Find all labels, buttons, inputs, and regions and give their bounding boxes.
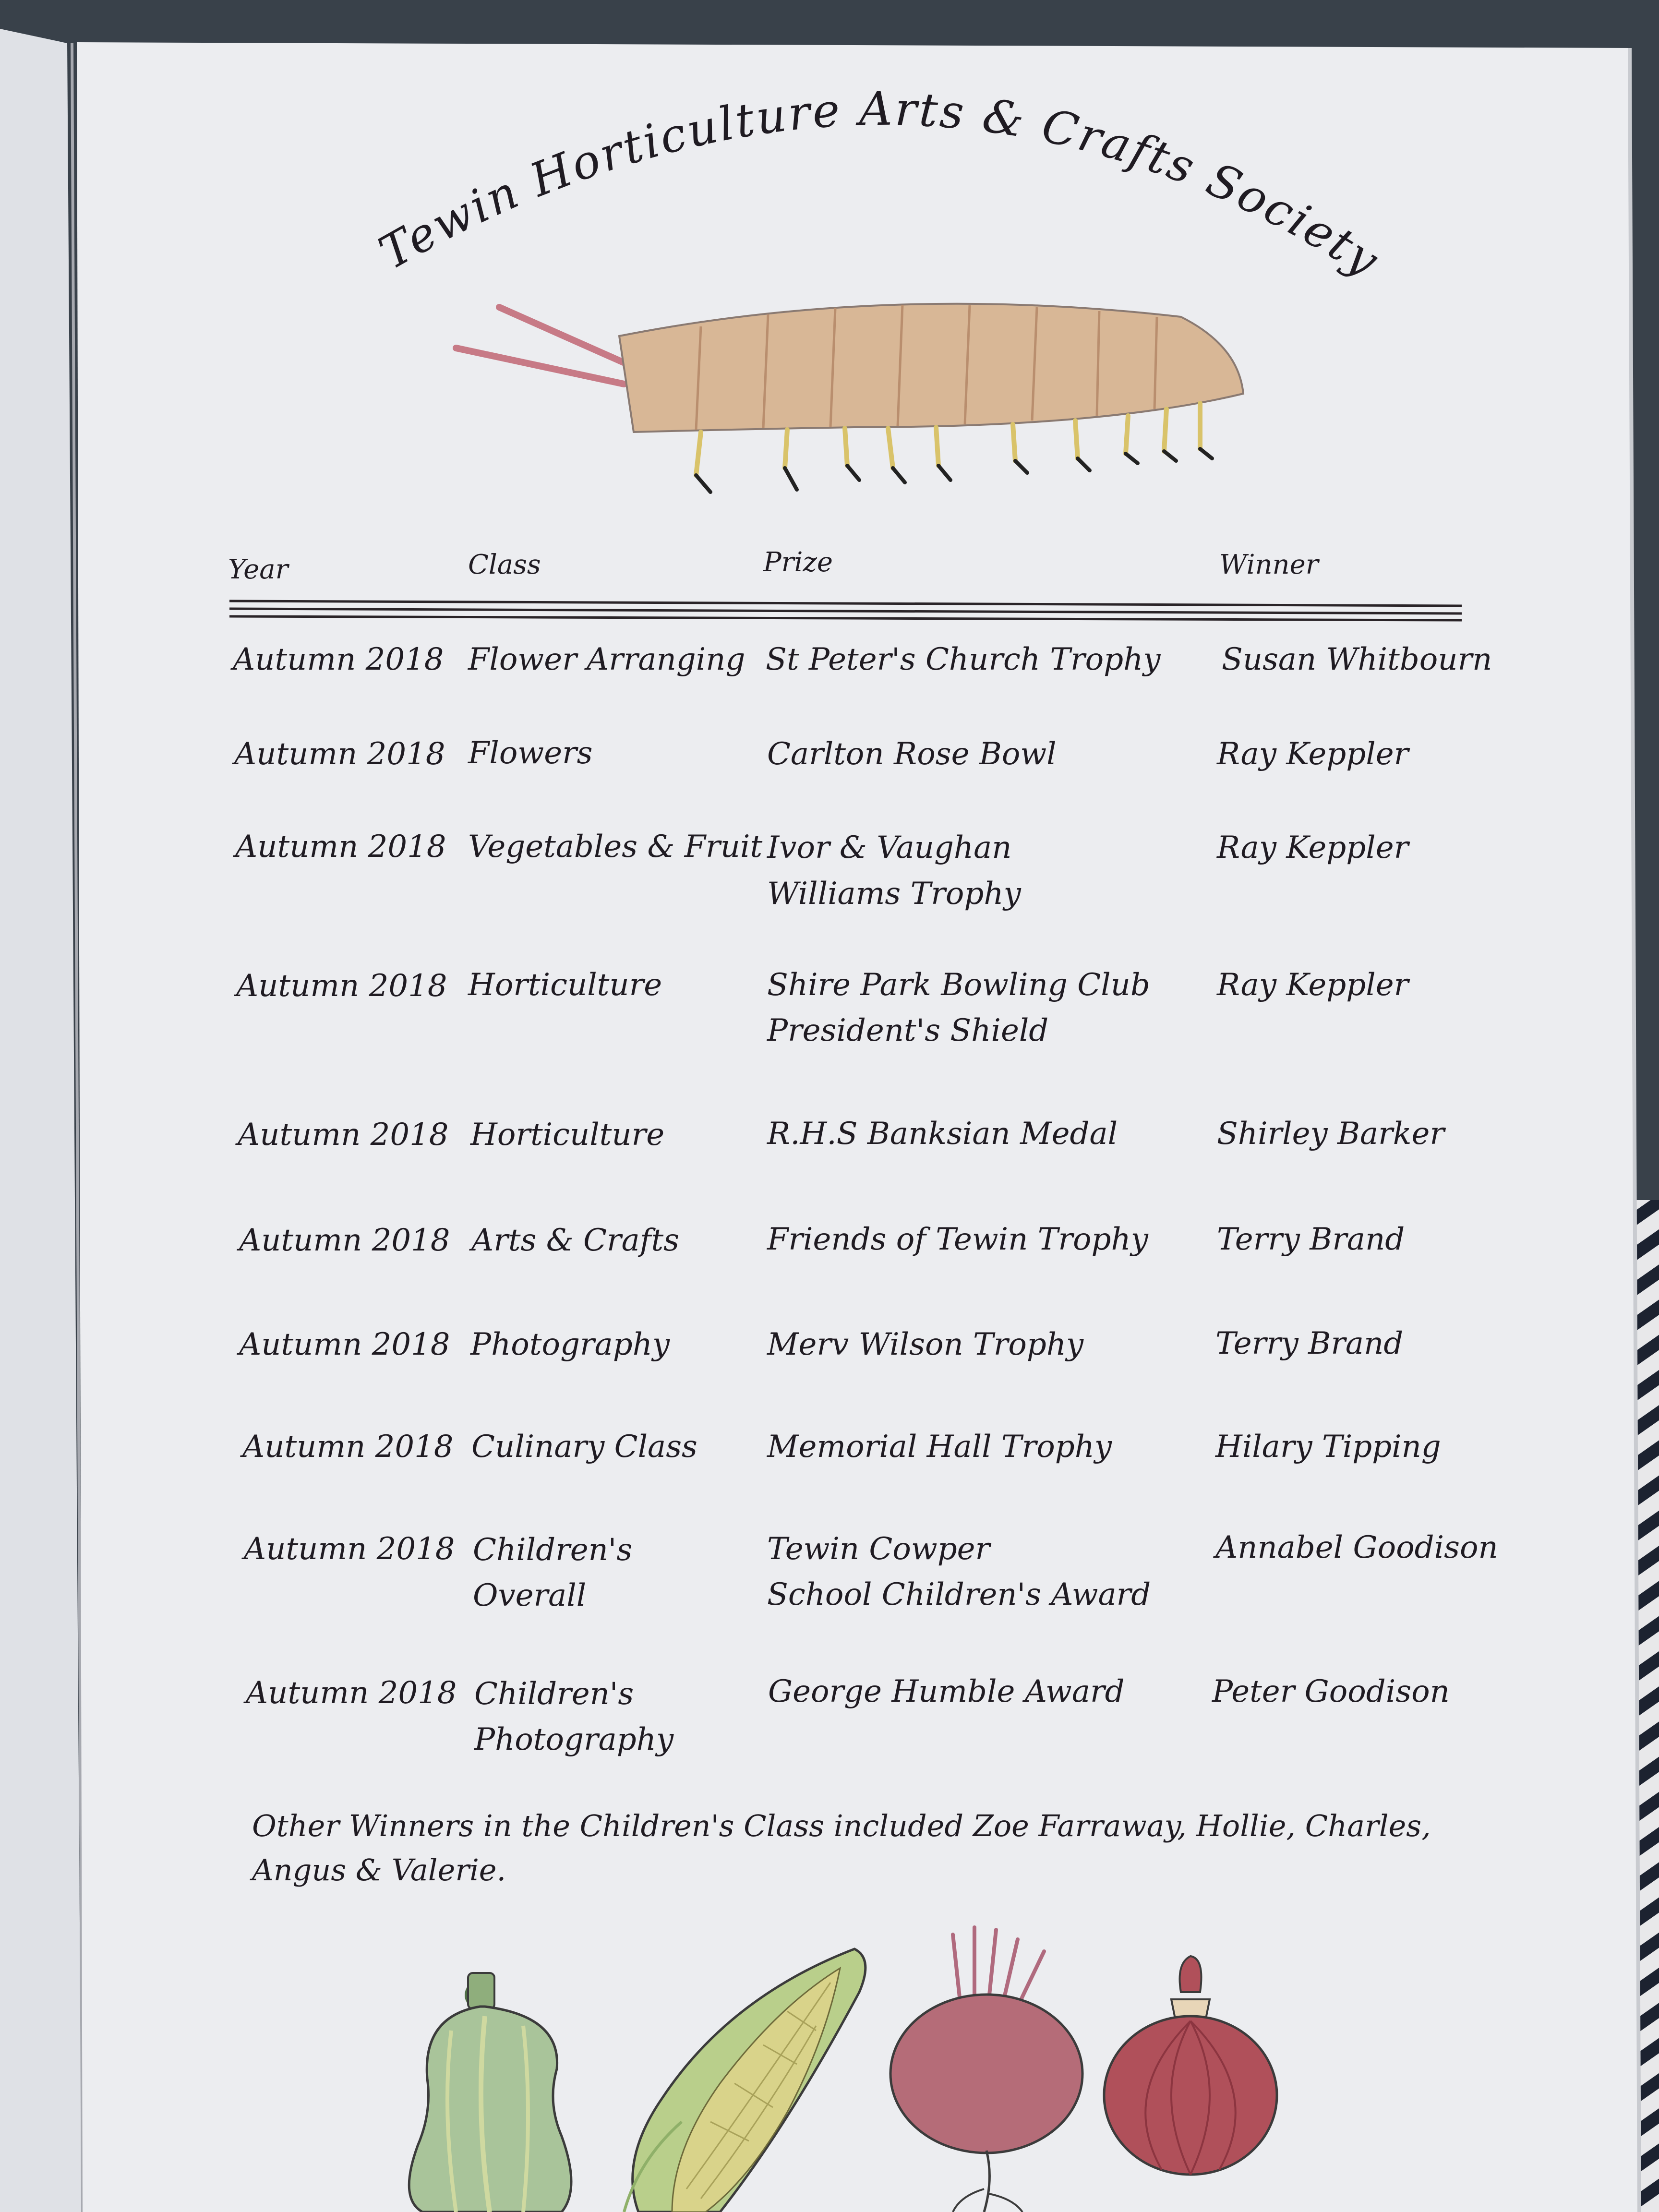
cell-winner: Hilary Tipping [1215, 1429, 1441, 1465]
cell-prize: Carlton Rose Bowl [767, 736, 1057, 772]
cell-year: Autumn 2018 [233, 642, 444, 677]
page-title: Tewin Horticulture Arts & Crafts Society [370, 82, 1390, 289]
cell-class: Children's [473, 1532, 633, 1568]
cell-prize: Memorial Hall Trophy [767, 1429, 1112, 1465]
cell-winner: Ray Keppler [1217, 736, 1409, 772]
header-winner: Winner [1219, 549, 1319, 580]
table-row [240, 1429, 1441, 1465]
cell-year: Autumn 2018 [238, 1117, 449, 1153]
cell-class: Flower Arranging [468, 642, 745, 677]
cell-winner: Susan Whitbourn [1222, 642, 1492, 677]
cell-class: Photography [470, 1327, 670, 1362]
cell-prize: Williams Trophy [767, 876, 1021, 912]
cell-prize: School Children's Award [767, 1577, 1151, 1612]
cell-prize: Friends of Tewin Trophy [767, 1222, 1148, 1257]
cell-class: Arts & Crafts [471, 1223, 679, 1258]
cell-prize: Shire Park Bowling Club [767, 967, 1150, 1003]
cell-winner: Ray Keppler [1217, 967, 1409, 1003]
cell-winner: Ray Keppler [1217, 830, 1409, 866]
cell-prize: George Humble Award [768, 1674, 1125, 1709]
footnote-line: Angus & Valerie. [252, 1852, 506, 1887]
table-row [235, 1116, 1446, 1153]
cell-winner: Terry Brand [1215, 1326, 1404, 1361]
cell-prize: President's Shield [767, 1013, 1049, 1048]
cell-winner: Terry Brand [1217, 1222, 1405, 1257]
table-row [230, 642, 1492, 677]
cell-year: Autumn 2018 [244, 1531, 455, 1567]
table-row [232, 735, 1410, 772]
header-prize: Prize [763, 547, 833, 578]
cell-prize: R.H.S Banksian Medal [767, 1116, 1118, 1152]
cell-prize: Tewin Cowper [767, 1531, 990, 1567]
cell-class: Horticulture [468, 967, 662, 1003]
cell-year: Autumn 2018 [234, 736, 445, 772]
table-row [237, 1222, 1405, 1258]
cell-year: Autumn 2018 [246, 1675, 457, 1711]
cell-prize: Ivor & Vaughan [767, 830, 1012, 866]
header-year: Year [228, 554, 289, 585]
cell-class: Flowers [468, 735, 593, 771]
cell-class: Photography [474, 1722, 674, 1757]
cell-year: Autumn 2018 [235, 829, 446, 865]
footnote-line: Other Winners in the Children's Class included Zoe Farraway, Hollie, Charles, [252, 1808, 1431, 1843]
cell-class: Culinary Class [471, 1429, 697, 1465]
cell-year: Autumn 2018 [236, 968, 447, 1004]
cell-prize: Merv Wilson Trophy [767, 1327, 1084, 1362]
cell-class: Children's [474, 1676, 634, 1712]
cell-winner: Shirley Barker [1217, 1116, 1444, 1152]
cell-year: Autumn 2018 [242, 1429, 454, 1465]
cell-class: Horticulture [470, 1117, 665, 1153]
cell-year: Autumn 2018 [239, 1223, 450, 1258]
table-row [237, 1326, 1403, 1362]
cell-winner: Peter Goodison [1212, 1674, 1450, 1709]
cell-winner: Annabel Goodison [1215, 1530, 1498, 1565]
header-class: Class [468, 549, 541, 580]
cell-year: Autumn 2018 [239, 1327, 450, 1362]
cell-class: Overall [473, 1578, 587, 1613]
cell-class: Vegetables & Fruit [468, 829, 763, 865]
cell-prize: St Peter's Church Trophy [766, 642, 1161, 677]
